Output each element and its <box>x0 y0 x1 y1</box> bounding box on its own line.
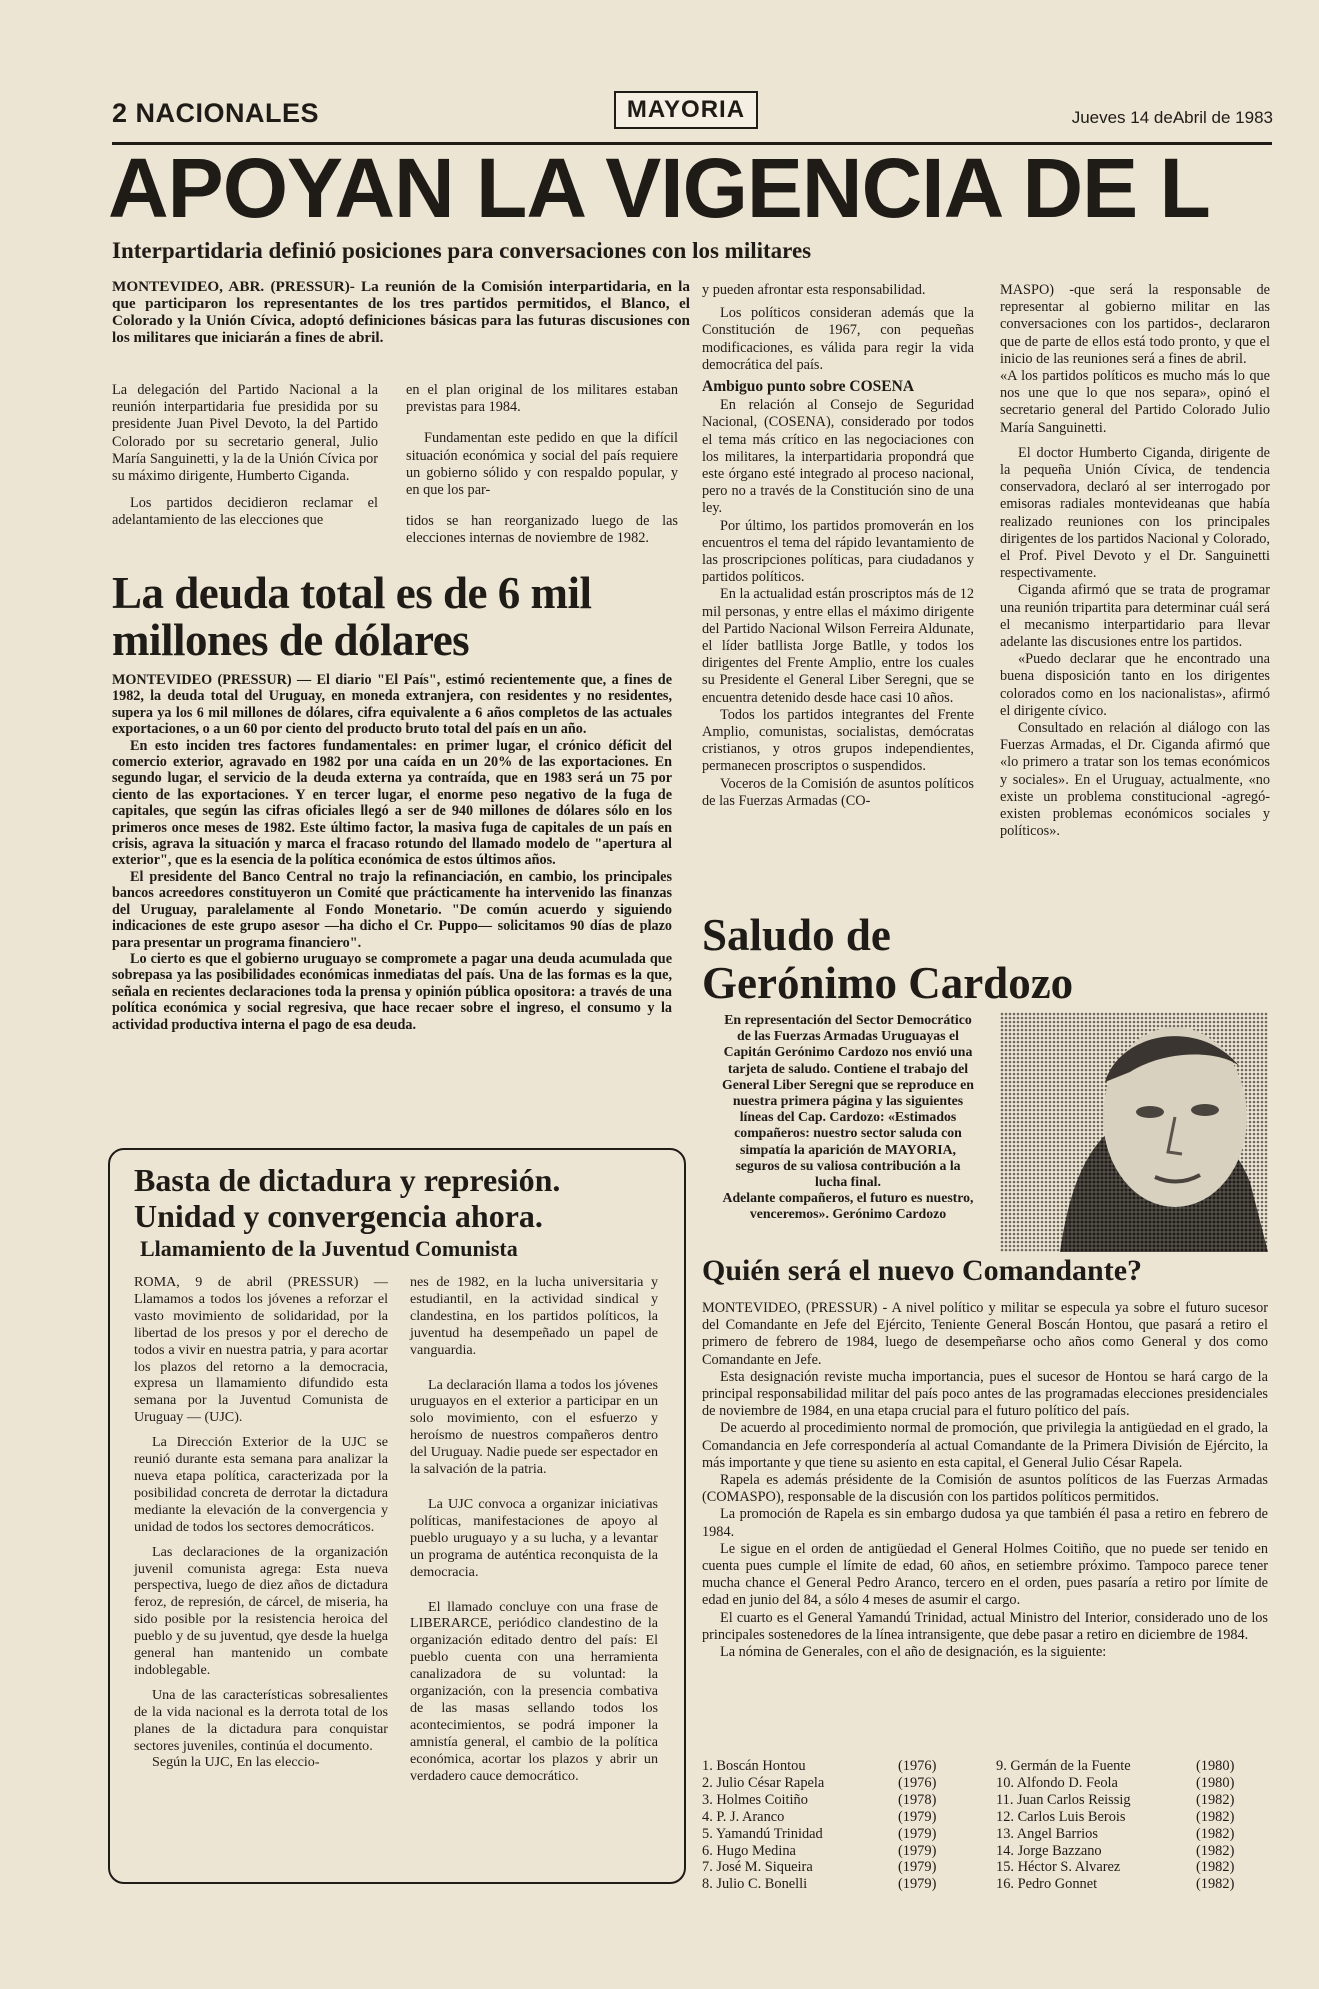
list-item: 6. Hugo Medina (1979) <box>702 1842 937 1859</box>
main-headline: APOYAN LA VIGENCIA DE L <box>108 142 1210 234</box>
paragraph: En representación del Sector Democrático de las Fuerzas Armadas Uruguayas el Capitán Gerónimo Cardozo nos envió una tarjeta de saludo. Contiene el trabajo del General Liber Seregni que se reproduce en nuestra primera página y las siguientes líneas del Cap. Cardozo: «Estimados compañeros: nuestro sector saluda con simpatía la aparición de MAYORIA, seguros de su valiosa contribución a la lucha final. <box>722 1012 974 1190</box>
masthead-logo: MAYORIA <box>614 91 758 129</box>
paragraph: Le sigue en el orden de antigüedad el General Holmes Coitiño, que no puede ser tenido en cuenta pues cumple el límite de edad, 60 años, en setiembre próximo. Tampoco parece tener mucha chance el General Pedro Aranco, tercero en el orden, pues pasaría a retiro por límite de edad en junio del 84, a sólo 4 meses de asumir el cargo. <box>702 1540 1268 1609</box>
paragraph: En relación al Consejo de Seguridad Nacional, (COSENA), considerado por todos el tema más crítico en las negociaciones con los militares, la interpartidaria propondrá que este órgano esté integrado al proceso nacional, pero no a través de la Constitución sino de una ley. <box>702 397 974 517</box>
main-column-3 <box>702 282 974 810</box>
section-heading-cosena: Ambiguo punto sobre COSENA <box>702 378 915 396</box>
paragraph: La Dirección Exterior de la UJC se reunió durante esta semana para analizar la nueva etapa política, caracterizada por la posibilidad concreta de derrotar la dictadura mediante la elevación de la convergencia y unidad de todos los sectores democráticos. <box>134 1434 388 1535</box>
generals-list-right <box>996 1758 1234 1893</box>
paragraph: en el plan original de los militares estaban previstas para 1984. <box>406 382 678 416</box>
list-item: 15. Héctor S. Alvarez (1982) <box>996 1859 1235 1876</box>
generals-list-left <box>702 1758 936 1893</box>
paragraph: Los políticos consideran además que la Constitución de 1967, con pequeñas modificaciones, es válida para regir la vida democrática del país. <box>702 305 974 373</box>
paragraph: ROMA, 9 de abril (PRESSUR) — Llamamos a todos los jóvenes a reforzar el vasto movimiento de solidaridad, por la libertad de los presos y por el derecho de todos a vivir en nuestra patria, y para acortar los plazos del retorno a la democracia, expresa un llamamiento difundido esta semana por la Juventud Comunista de Uruguay — (UJC). <box>134 1274 388 1426</box>
list-item: 8. Julio C. Bonelli (1979) <box>702 1876 937 1893</box>
portrait-image <box>1000 1012 1268 1252</box>
paragraph: tidos se han reorganizado luego de las elecciones internas de noviembre de 1982. <box>406 513 678 547</box>
paragraph: La UJC convoca a organizar iniciativas políticas, manifestaciones de apoyo al pueblo uruguayo y a su lucha, y a levantar un programa de auténtica reconquista de la democracia. <box>410 1495 658 1580</box>
paragraph: nes de 1982, en la lucha universitaria y estudiantil, en la actividad sindical y clandestina, en los partidos políticos, la juventud ha desempeñado un papel de vanguardia. <box>410 1274 658 1358</box>
paragraph: El llamado concluye con una frase de LIBERARCE, periódico clandestino de la organización editado dentro del país: El pueblo cuenta con una herramienta canalizadora de su voluntad: la organización, con la presencia combativa de las masas sellando todos los acontecimientos, se podrá imponer la amnistía general, el cambio de la política económica, acortar los plazos y abrir un verdadero cauce democrático. <box>410 1598 658 1784</box>
saludo-text <box>722 1012 974 1223</box>
box-subtitle: Llamamiento de la Juventud Comunista <box>140 1236 518 1261</box>
list-item: 9. Germán de la Fuente (1980) <box>996 1758 1235 1774</box>
paragraph: Según la UJC, En las eleccio- <box>152 1754 320 1771</box>
paragraph: De acuerdo al procedimiento normal de promoción, que privilegia la antigüedad en el grado, la Comandancia en Jefe correspondería al actual Comandante de la Primera División de Ejército, la más importante y que tiene su asiento en esta capital, el General Julio César Rapela. <box>702 1420 1268 1471</box>
paragraph: En la actualidad están proscriptos más de 12 mil personas, y entre ellas el máximo dirigente del Partido Nacional Wilson Ferreira Aldunate, el líder batllista Jorge Batlle, y todos los dirigentes del Frente Amplio, entre los cuales su Presidente el General Liber Seregni, que se encuentra detenido desde hace casi 10 años. <box>702 586 974 706</box>
paragraph: En esto inciden tres factores fundamentales: en primer lugar, el crónico déficit del comercio exterior, agravado en 1982 por una caída en un 20% de las exportaciones. En segundo lugar, el servicio de la deuda externa ya contraída, que en 1983 será un 75 por ciento de las exportaciones. Y en tercer lugar, el enorme peso negativo de la fuga de capitales, que según las cifras oficiales llegó a ser de 940 millones de dólares sólo en los primeros once meses de 1982. Este último factor, la masiva fuga de capitales de un país en crisis, agrava la situación y marca el fracaso rotundo del llamado modelo de "apertura al exterior", que es la esencia de la política económica de estos últimos años. <box>112 737 672 869</box>
box-title-2: Unidad y convergencia ahora. <box>134 1198 543 1234</box>
paragraph: Lo cierto es que el gobierno uruguayo se compromete a pagar una deuda acumulada que sobrepasa ya las posibilidades económicas inmediatas del país. Una de las formas es la que, señala en recientes declaraciones toda la prensa y opinión pública opositora: a través de una política económica y social regresiva, que hace recaer sobre el ingreso, el consumo y la actividad productiva interna el pago de esa deuda. <box>112 950 672 1033</box>
paragraph: Una de las características sobresalientes de la vida nacional es la derrota total de los planes de la dictadura para conquistar sectores juveniles, continúa el documento. <box>134 1686 388 1754</box>
paragraph: El presidente del Banco Central no trajo la refinanciación, en cambio, los principales bancos acreedores constituyeron un Comité que prácticamente ha intervenido las finanzas del Uruguay, paralelamente al Fondo Monetario. "De común acuerdo y siguiendo indicaciones de este grupo asesor —ha dicho el Cr. Puppo— solicitamos 90 días de plazo para presentar un programa financiero". <box>112 868 672 951</box>
paragraph: Ciganda afirmó que se trata de programar una reunión tripartita para determinar cuál será el mecanismo interpartidario para llevar adelante las discusiones entre los partidos. <box>1000 582 1270 651</box>
paragraph: Las declaraciones de la organización juvenil comunista agrega: Esta nueva perspectiva, luego de diez años de dictadura feroz, de represión, de cárcel, de miseria, ha sido posible por la resistencia heroica del pueblo y de su juventud, qye desde la huelga general han mantenido un combate indoblegable. <box>134 1543 388 1678</box>
juventud-box <box>108 1148 686 1884</box>
paragraph: La declaración llama a todos los jóvenes uruguayos en el exterior a participar en un solo movimiento, con el esfuerzo y heroísmo de nuestros compañeros dentro del Uruguay. Nadie puede ser espectador en la salvación de la patria. <box>410 1376 658 1478</box>
paragraph: Por último, los partidos promoverán en los encuentros el tema del rápido levantamiento de las proscripciones políticas, para ciudadanos y partidos políticos. <box>702 517 974 586</box>
paragraph: MASPO) -que será la responsable de representar al gobierno militar en las conversaciones con los partidos-, declararon que de parte de ellos está todo pronto, y que el inicio de las reuniones será a fines de abril. <box>1000 282 1270 367</box>
paragraph: Todos los partidos integrantes del Frente Amplio, comunistas, socialistas, demócratas cristianos, y otros grupos independientes, permanecen proscriptos o suspendidos. <box>702 706 974 775</box>
box-column-1 <box>134 1274 388 1771</box>
list-item: 13. Angel Barrios (1982) <box>996 1825 1235 1842</box>
paragraph: Voceros de la Comisión de asuntos políticos de las Fuerzas Armadas (CO- <box>702 775 974 809</box>
paragraph: y pueden afrontar esta responsabilidad. <box>702 282 926 298</box>
main-column-4 <box>1000 282 1270 841</box>
main-subhead: Interpartidaria definió posiciones para conversaciones con los militares <box>112 238 812 263</box>
saludo-title-1: Saludo de <box>702 910 891 960</box>
list-item: 10. Alfondo D. Feola (1980) <box>996 1774 1235 1791</box>
list-item: 11. Juan Carlos Reissig (1982) <box>996 1791 1235 1808</box>
main-lead: MONTEVIDEO, ABR. (PRESSUR)- La reunión de la Comisión interpartidaria, en la que participaron los representantes de los tres partidos permitidos, el Blanco, el Colorado y la Unión Cívica, adoptó definiciones básicas para las futuras discusiones con los militares que iniciarán a fines de abril. <box>112 278 690 346</box>
list-item: 4. P. J. Aranco (1979) <box>702 1808 937 1825</box>
main-column-2 <box>406 382 678 548</box>
paragraph: Esta designación reviste mucha importancia, pues el sucesor de Hontou se hará cargo de la principal responsabilidad militar del país poco antes de las programadas elecciones presidenciales de noviembre de 1984, en una etapa crucial para el futuro político del país. <box>702 1368 1268 1420</box>
deuda-article <box>112 672 672 1033</box>
paragraph: La promoción de Rapela es sin embargo dudosa ya que también él pasa a retiro en febrero de 1984. <box>702 1506 1268 1540</box>
comandante-title: Quién será el nuevo Comandante? <box>702 1254 1143 1287</box>
paragraph: El doctor Humberto Ciganda, dirigente de la pequeña Unión Cívica, de tendencia conservadora, declaró al ser interrogado por emisoras radiales montevideanas que había realizado reuniones con los principales dirigentes de los partidos Nacional y Colorado, el Prof. Pivel Devoto y el Dr. Sanguinetti respectivamente. <box>1000 444 1270 582</box>
main-column-1 <box>112 382 378 530</box>
paragraph: El cuarto es el General Yamandú Trinidad, actual Ministro del Interior, considerado uno de los principales sostenedores de la línea intransigente, que debe pasar a retiro en diciembre de 1984. <box>702 1609 1268 1643</box>
paragraph: Rapela es además présidente de la Comisión de asuntos políticos de las Fuerzas Armadas (COMASPO), responsable de la discusión con los partidos políticos permitidos. <box>702 1472 1268 1506</box>
paragraph: «Puedo declarar que he encontrado una buena disposición tanto en los dirigentes colorados como en los nacionalistas», afirmó el dirigente cívico. <box>1000 651 1270 719</box>
paragraph: «A los partidos políticos es mucho más lo que nos une que lo que nos separa», opinó el secretario general del Partido Colorado Julio María Sanguinetti. <box>1000 368 1270 436</box>
paragraph: MONTEVIDEO (PRESSUR) — El diario "El País", estimó recientemente que, a fines de 1982, la deuda total del Uruguay, en moneda extranjera, con residentes y no residentes, supera ya los 6 mil millones de dólares, cifra equivalente a 6 años completos de las actuales exportaciones, o a un 60 por ciento del producto bruto total del país en un año. <box>112 672 672 738</box>
paragraph: Adelante compañeros, el futuro es nuestro, venceremos». Gerónimo Cardozo <box>722 1190 974 1222</box>
issue-date: Jueves 14 deAbril de 1983 <box>1071 108 1273 127</box>
paragraph: La nómina de Generales, con el año de designación, es la siguiente: <box>720 1644 1107 1661</box>
paragraph: Los partidos decidieron reclamar el adelantamiento de las elecciones que <box>112 495 378 529</box>
list-item: 7. José M. Siqueira (1979) <box>702 1859 937 1876</box>
list-item: 3. Holmes Coitiño (1978) <box>702 1791 937 1808</box>
paragraph: Fundamentan este pedido en que la difícil situación económica y social del país requiere un gobierno sólido y con respaldo popular, y en que los par- <box>406 430 678 499</box>
box-column-2 <box>410 1274 658 1784</box>
saludo-title-2: Gerónimo Cardozo <box>702 958 1074 1008</box>
list-item: 12. Carlos Luis Berois (1982) <box>996 1808 1235 1825</box>
comandante-article <box>702 1300 1268 1661</box>
box-title-1: Basta de dictadura y represión. <box>134 1162 561 1198</box>
portrait-photo <box>1000 1012 1268 1252</box>
list-item: 1. Boscán Hontou (1976) <box>702 1758 937 1774</box>
section-label: 2 NACIONALES <box>112 98 320 128</box>
list-item: 2. Julio César Rapela (1976) <box>702 1774 937 1791</box>
list-item: 5. Yamandú Trinidad (1979) <box>702 1825 937 1842</box>
list-item: 16. Pedro Gonnet (1982) <box>996 1876 1235 1893</box>
deuda-headline: La deuda total es de 6 mil millones de dólares <box>112 568 592 665</box>
list-item: 14. Jorge Bazzano (1982) <box>996 1842 1235 1859</box>
paragraph: MONTEVIDEO, (PRESSUR) - A nivel político y militar se especula ya sobre el futuro sucesor del Comandante en Jefe del Ejército, Teniente General Boscán Hontou, que pasará a retiro el primero de febrero de 1984, luego de desempeñarse ocho años como General y dos como Comandante en Jefe. <box>702 1300 1268 1368</box>
paragraph: La delegación del Partido Nacional a la reunión interpartidaria fue presidida por su presidente Juan Pivel Devoto, la del Partido Colorado por su secretario general, Julio María Sanguinetti, y la de la Unión Cívica por su máximo dirigente, Humberto Ciganda. <box>112 382 378 485</box>
paragraph: Consultado en relación al diálogo con las Fuerzas Armadas, el Dr. Ciganda afirmó que «lo primero a tratar son los temas económicos y sociales». En el Uruguay, actualmente, «no existe un problema constitucional -agregó- existen problemas económicos sociales y políticos». <box>1000 720 1270 840</box>
